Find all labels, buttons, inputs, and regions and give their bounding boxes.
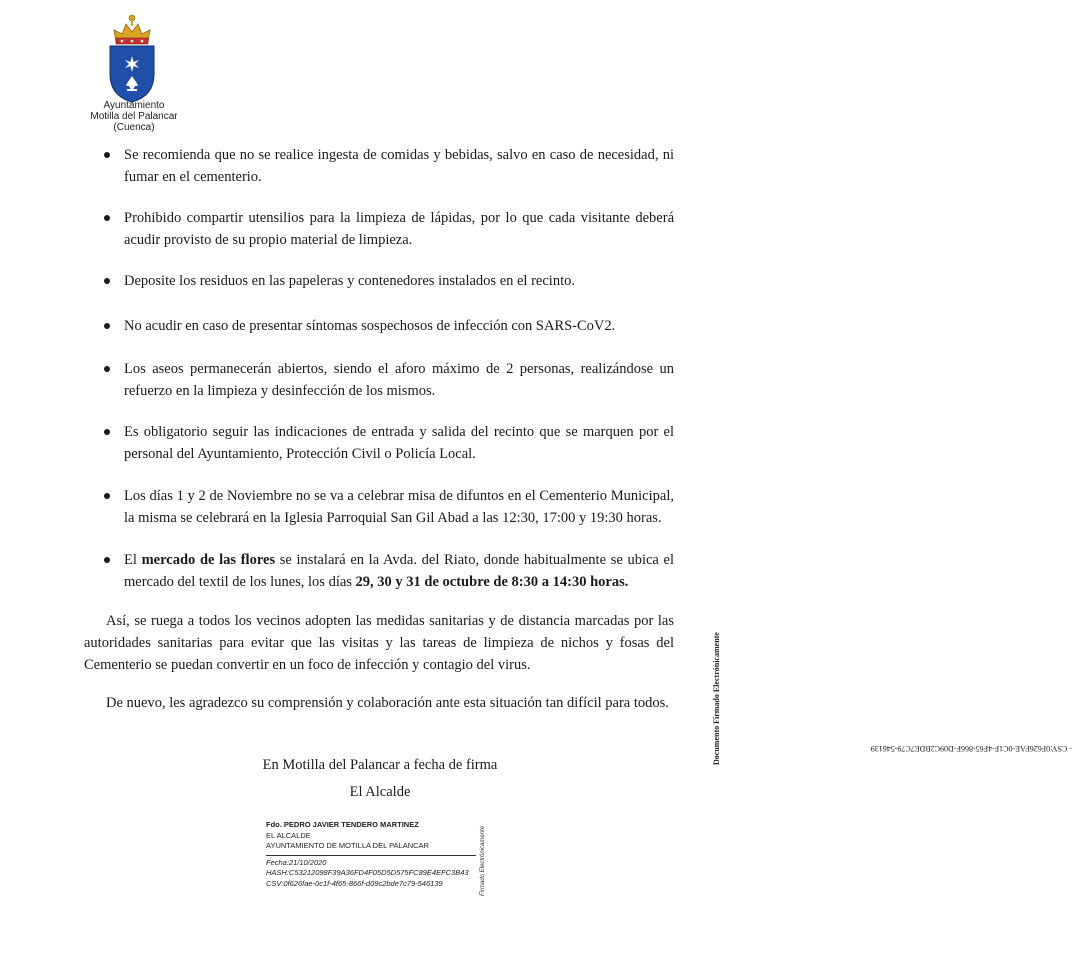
margin-code: - CSV:0F626FAE-0C1F-4F65-866F-D09C2BDE7C79-546139	[870, 744, 1072, 753]
signer-name: Fdo. PEDRO JAVIER TENDERO MARTINEZ	[266, 820, 419, 829]
signature-date: Fecha:21/10/2020	[266, 855, 476, 869]
bullet-text: Los aseos permanecerán abiertos, siendo el aforo máximo de 2 personas, realizándose un refuerzo en la limpieza y desinfección de los mismos.	[124, 361, 674, 399]
electronic-signature-block	[266, 820, 476, 889]
bullet-item	[104, 358, 674, 402]
coat-of-arms-icon	[104, 12, 160, 104]
bullet-dot-icon	[104, 493, 110, 499]
bullet-text: Se recomienda que no se realice ingesta de comidas y bebidas, salvo en caso de necesidad, ni fumar en el cementerio.	[124, 147, 674, 185]
bullet-item	[104, 421, 674, 465]
bullet-text: No acudir en caso de presentar síntomas sospechosos de infección con SARS-CoV2.	[124, 318, 616, 334]
bullet-item	[104, 144, 674, 188]
signature-csv: CSV:0f626fae-0c1f-4f65-866f-d09c2bde7c79-546139	[266, 878, 443, 888]
bullet-text-bold: 29, 30 y 31 de octubre de 8:30 a 14:30 horas.	[355, 574, 629, 590]
signer-title: EL ALCALDE	[266, 830, 311, 840]
bullet-item	[104, 485, 674, 529]
org-line-3: (Cuenca)	[113, 122, 155, 133]
bullet-item	[104, 549, 674, 593]
signature-hash: HASH:C53212098F39A36FD4F05D5D575FC89E4EFC3B43	[266, 868, 469, 877]
margin-label: Documento Firmado Electrónicamente	[712, 632, 721, 765]
signer-entity: AYUNTAMIENTO DE MOTILLA DEL PALANCAR	[266, 841, 429, 850]
closing-paragraph: Así, se ruega a todos los vecinos adopten las medidas sanitarias y de distancia marcadas por las autoridades sanitarias para evitar que las visitas y las tareas de limpieza de nichos y fosas del Cementerio se puedan convertir en un foco de infección y contagio del virus.	[84, 613, 674, 673]
bullet-dot-icon	[104, 429, 110, 435]
bullet-text-part: El	[124, 552, 142, 568]
signature-stamp-text: Firmado Electrónicamente	[480, 825, 486, 896]
bullet-item	[104, 207, 674, 251]
org-line-1: Ayuntamiento	[103, 100, 165, 111]
bullet-item	[104, 315, 674, 337]
bullet-text: Los días 1 y 2 de Noviembre no se va a celebrar misa de difuntos en el Cementerio Municipal, la misma se celebrará en la Iglesia Parroquial San Gil Abad a las 12:30, 17:00 y 19:30 horas.	[124, 488, 674, 526]
margin-verification-note	[700, 405, 1072, 765]
bullet-text	[124, 549, 674, 593]
margin-verification-text	[712, 632, 1072, 765]
org-line-2: Motilla del Palancar	[90, 111, 178, 122]
organization-name	[64, 100, 204, 133]
bullet-text-bold: mercado de las flores	[141, 552, 276, 568]
bullet-text-part: se instalará en la Avda. del Riato, donde habitualmente se ubica el mercado del textil de los lunes, los días	[124, 552, 674, 590]
bullet-item	[104, 270, 674, 292]
bullet-dot-icon	[104, 215, 110, 221]
bullet-text: Es obligatorio seguir las indicaciones de entrada y salida del recinto que se marquen por el personal del Ayuntamiento, Protección Civil o Policía Local.	[124, 424, 674, 462]
thanks-paragraph: De nuevo, les agradezco su comprensión y colaboración ante esta situación tan difícil para todos.	[106, 695, 669, 711]
signature-stamp-vertical	[470, 825, 486, 896]
place-date-line: En Motilla del Palancar a fecha de firma	[262, 757, 498, 773]
bullet-dot-icon	[104, 278, 110, 284]
bullet-text: Prohibido compartir utensilios para la limpieza de lápidas, por lo que cada visitante deberá acudir provisto de su propio material de limpieza.	[124, 210, 674, 248]
bullet-dot-icon	[104, 557, 110, 563]
bullet-text: Deposite los residuos en las papeleras y contenedores instalados en el recinto.	[124, 273, 575, 289]
signer-role: El Alcalde	[349, 784, 411, 800]
bullet-dot-icon	[104, 152, 110, 158]
bullet-dot-icon	[104, 366, 110, 372]
bullet-dot-icon	[104, 323, 110, 329]
